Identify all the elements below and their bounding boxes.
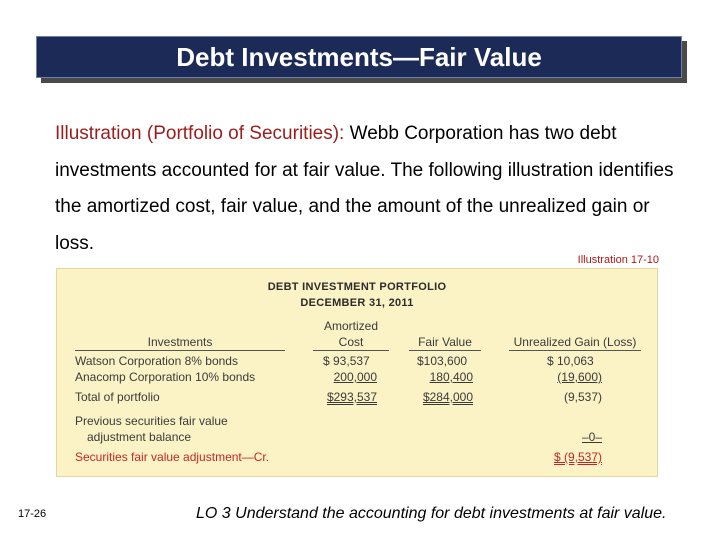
row-cost: 200,000: [333, 370, 377, 384]
slide-number: 17-26: [18, 508, 47, 520]
intro-lead: Illustration (Portfolio of Securities):: [55, 123, 345, 144]
adjustment-value: $ (9,537): [553, 450, 602, 464]
header-investments: Investments: [147, 335, 213, 349]
total-cost: $293,537: [326, 390, 377, 404]
row-cost: $ 93,537: [323, 354, 370, 368]
row-gain: $ 10,063: [547, 354, 594, 368]
total-gain: (9,537): [563, 390, 602, 404]
header-rule: [409, 350, 481, 351]
row-gain: (19,600): [557, 370, 602, 384]
row-label: Anacomp Corporation 10% bonds: [75, 370, 256, 384]
intro-paragraph: [55, 116, 675, 262]
portfolio-table: [56, 268, 658, 477]
header-cost: Cost: [338, 335, 364, 349]
title-banner: [36, 36, 682, 78]
slide-title: Debt Investments—Fair Value: [176, 41, 542, 72]
illustration-label: Illustration 17-10: [577, 254, 659, 266]
header-rule: [313, 350, 389, 351]
previous-label-2: adjustment balance: [87, 430, 192, 444]
header-rule: [509, 350, 641, 351]
row-fair: 180,400: [429, 370, 473, 384]
portfolio-heading: DEBT INVESTMENT PORTFOLIO: [267, 281, 447, 293]
portfolio-date: DECEMBER 31, 2011: [300, 297, 414, 309]
header-amortized: Amortized: [323, 319, 379, 333]
header-unrealized: Unrealized Gain (Loss): [513, 335, 637, 349]
adjustment-label: Securities fair value adjustment—Cr.: [75, 450, 270, 464]
total-label: Total of portfolio: [75, 390, 160, 404]
previous-label-1: Previous securities fair value: [75, 414, 228, 428]
previous-value: –0–: [581, 430, 602, 444]
row-label: Watson Corporation 8% bonds: [75, 354, 238, 368]
intro-body: Webb Corporation has two debt investments accounted for at fair value. The following illustration identifies the amortized cost, fair value, and the amount of the unrealized gain or loss.: [55, 123, 674, 254]
row-fair: $103,600: [417, 354, 468, 368]
total-fair: $284,000: [422, 390, 473, 404]
header-rule: [75, 350, 285, 351]
header-fair-value: Fair Value: [418, 335, 472, 349]
learning-objective: LO 3 Understand the accounting for debt investments at fair value.: [196, 505, 667, 522]
